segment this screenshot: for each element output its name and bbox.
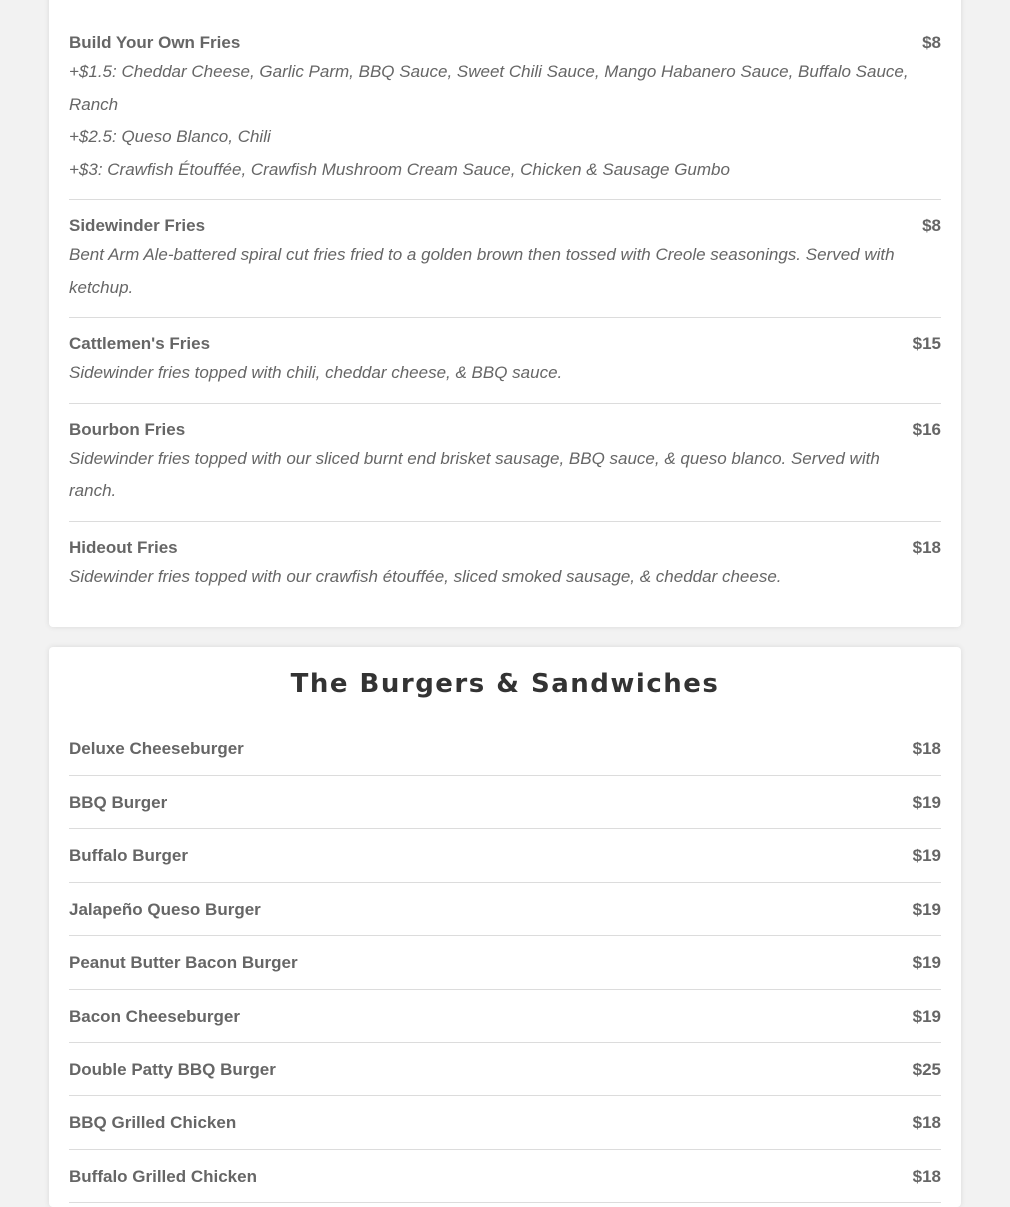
section-title: The Burgers & Sandwiches	[290, 669, 720, 699]
menu-item-bbq-grilled-chicken	[69, 1096, 941, 1149]
menu-item-price: $16	[912, 419, 941, 439]
menu-item-double-patty-bbq-burger	[69, 1043, 941, 1096]
menu-item-bbq-burger	[69, 776, 941, 829]
menu-item-name: Build Your Own Fries	[69, 33, 241, 52]
burgers-menu-card	[49, 647, 961, 1207]
menu-item-price: $19	[912, 899, 941, 919]
menu-item-description: Sidewinder fries topped with our crawfish étouffée, sliced smoked sausage, & cheddar cheese.	[69, 566, 782, 586]
menu-item-description: Sidewinder fries topped with chili, cheddar cheese, & BBQ sauce.	[69, 363, 563, 382]
menu-item-buffalo-grilled-chicken	[69, 1150, 941, 1203]
menu-item-price: $19	[912, 1006, 941, 1026]
menu-item-price: $18	[912, 1113, 941, 1133]
menu-item-price: $19	[912, 846, 941, 866]
menu-item-buffalo-burger	[69, 829, 941, 882]
menu-item-name: Peanut Butter Bacon Burger	[69, 953, 298, 973]
menu-item-name: Buffalo Burger	[69, 846, 188, 866]
addon-line: +$3: Crawfish Étouffée, Crawfish Mushroom Cream Sauce, Chicken & Sausage Gumbo	[69, 159, 730, 179]
menu-item-price: $19	[912, 953, 941, 973]
menu-item-price: $8	[922, 216, 941, 235]
addon-line: +$2.5: Queso Blanco, Chili	[69, 127, 271, 146]
menu-item-description	[69, 56, 941, 186]
menu-item-name: Jalapeño Queso Burger	[69, 899, 261, 919]
menu-item-name: BBQ Grilled Chicken	[69, 1113, 237, 1133]
menu-item-description: Sidewinder fries topped with our sliced burnt end brisket sausage, BBQ sauce, & queso blanco. Served with ranch.	[69, 448, 880, 500]
fries-menu-card	[49, 0, 961, 627]
menu-item-hideout-fries	[69, 522, 941, 607]
addon-line: +$1.5: Cheddar Cheese, Garlic Parm, BBQ Sauce, Sweet Chili Sauce, Mango Habanero Sauce, Buffalo Sauce, Ranch	[69, 62, 909, 114]
menu-item-bourbon-fries	[69, 404, 941, 522]
menu-item-price: $8	[922, 33, 941, 52]
menu-item-deluxe-cheeseburger	[69, 721, 941, 776]
menu-item-price: $15	[912, 334, 941, 353]
burgers-item-list	[69, 721, 941, 1203]
menu-item-name: Double Patty BBQ Burger	[69, 1059, 276, 1079]
menu-item-build-your-own-fries	[69, 30, 941, 200]
menu-item-price: $18	[912, 739, 941, 758]
menu-item-peanut-butter-bacon-burger	[69, 936, 941, 989]
menu-item-name: Deluxe Cheeseburger	[69, 739, 244, 758]
menu-item-bacon-cheeseburger	[69, 990, 941, 1043]
menu-item-price: $18	[912, 1166, 941, 1186]
menu-item-name: BBQ Burger	[69, 793, 168, 812]
menu-item-description: Bent Arm Ale-battered spiral cut fries fried to a golden brown then tossed with Creole seasonings. Served with ketchup.	[69, 245, 895, 297]
fries-item-list	[69, 30, 941, 606]
menu-item-jalapeno-queso-burger	[69, 883, 941, 936]
menu-item-name: Buffalo Grilled Chicken	[69, 1166, 257, 1186]
menu-item-name: Hideout Fries	[69, 537, 178, 557]
menu-item-name: Bacon Cheeseburger	[69, 1006, 240, 1026]
menu-item-price: $25	[912, 1059, 941, 1079]
menu-item-name: Bourbon Fries	[69, 419, 186, 439]
menu-item-sidewinder-fries	[69, 200, 941, 318]
menu-item-price: $19	[912, 793, 941, 812]
menu-item-name: Sidewinder Fries	[69, 216, 206, 235]
menu-item-cattlemens-fries	[69, 318, 941, 404]
menu-item-price: $18	[912, 537, 941, 557]
menu-item-name: Cattlemen's Fries	[69, 334, 211, 353]
